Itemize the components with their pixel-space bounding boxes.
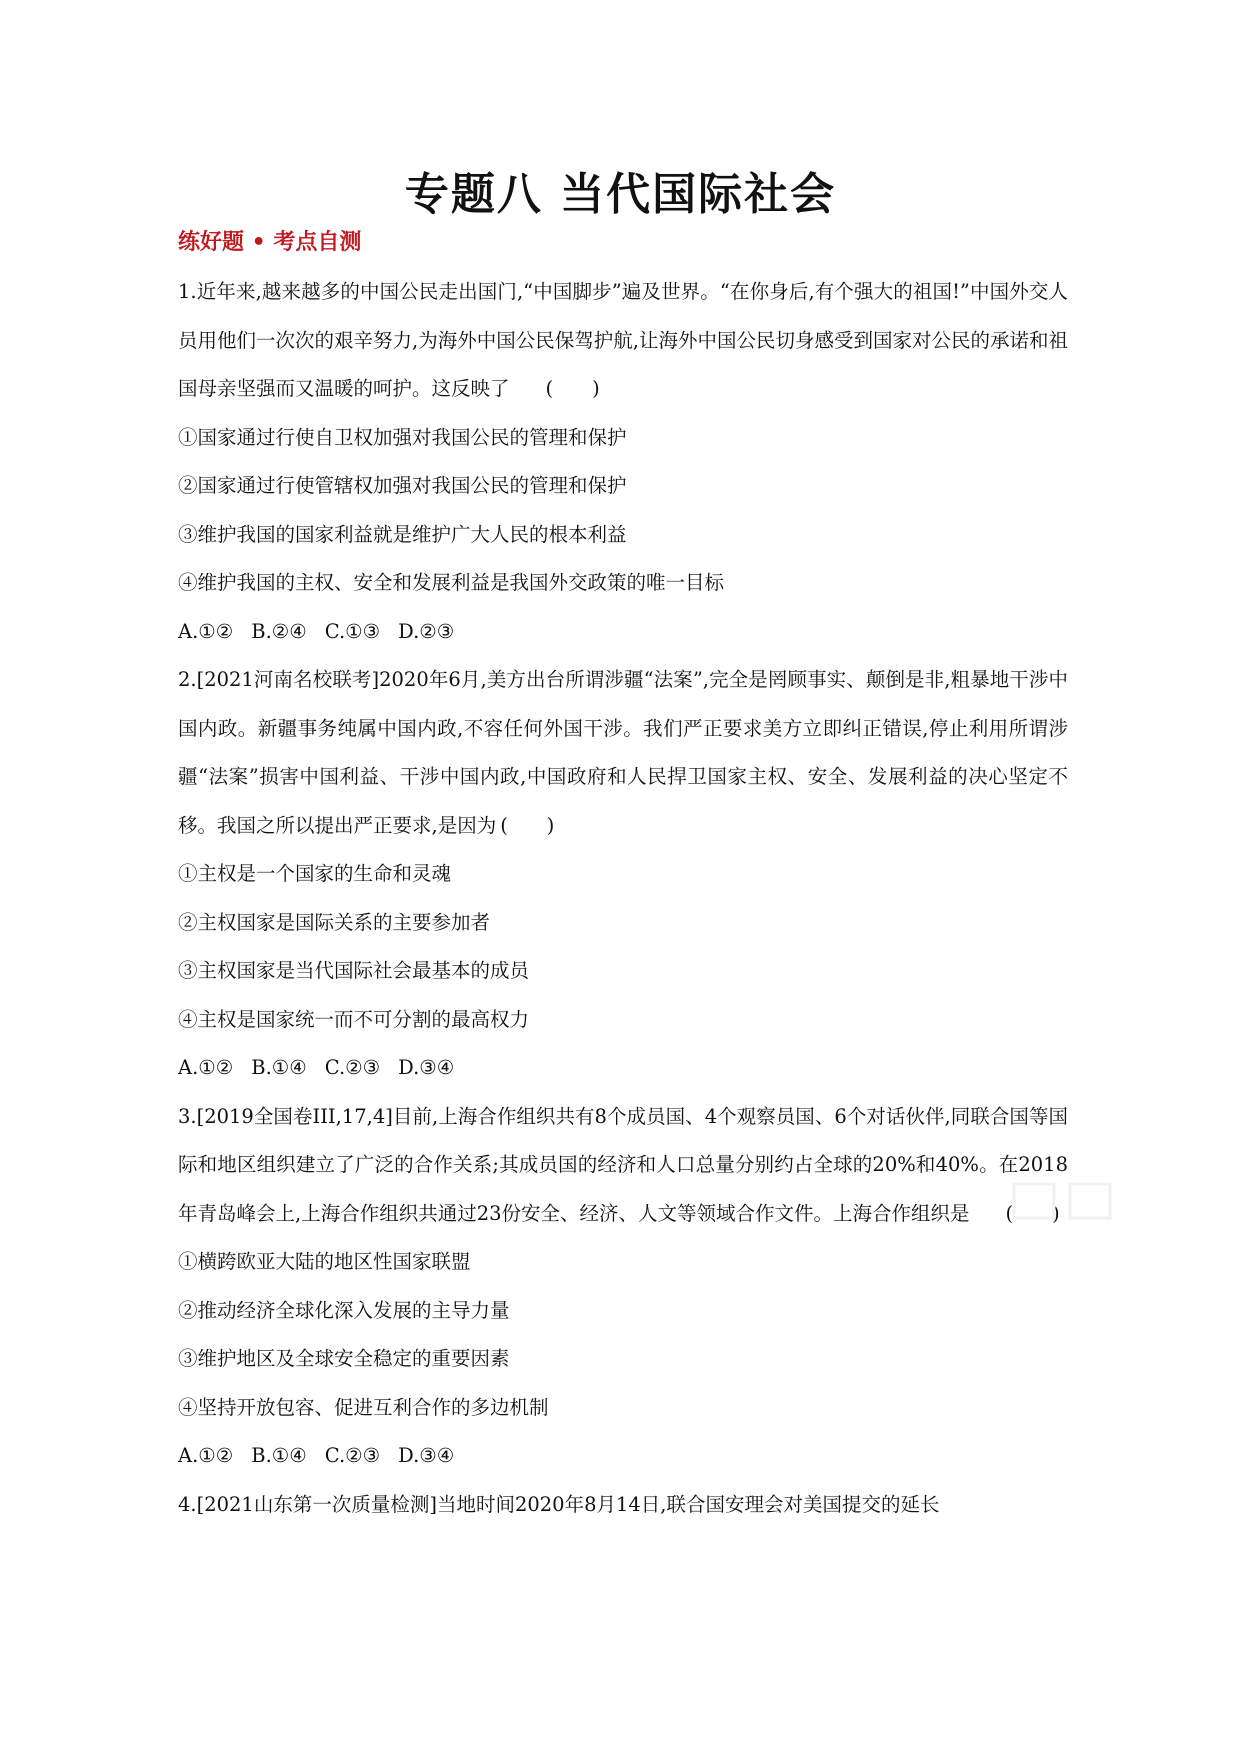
question-stem: 1.近年来,越来越多的中国公民走出国门,“中国脚步”遍及世界。“在你身后,有个强大的祖国!”中国外交人员用他们一次次的艰辛努力,为海外中国公民保驾护航,让海外中国公民切身感受到国家对公民的承诺和祖国母亲坚强而又温暖的呵护。这反映了 ( )	[178, 280, 1068, 400]
choice-c: C.②③	[324, 1056, 381, 1079]
question-4	[178, 1481, 1068, 1530]
option-1: ①横跨欧亚大陆的地区性国家联盟	[178, 1250, 471, 1273]
choice-a: A.①②	[178, 1056, 234, 1079]
choice-c: C.①③	[324, 619, 381, 643]
choice-b: B.①④	[251, 1056, 307, 1079]
option-1: ①国家通过行使自卫权加强对我国公民的管理和保护	[178, 425, 627, 449]
option-3: ③维护地区及全球安全稳定的重要因素	[178, 1347, 510, 1370]
answer-choices	[178, 1432, 1068, 1481]
question-stem: 3.[2019全国卷III,17,4]目前,上海合作组织共有8个成员国、4个观察员国、6个对话伙伴,同联合国等国际和地区组织建立了广泛的合作关系;其成员国的经济和人口总量分别约占全球的20%和40%。在2018年青岛峰会上,上海合作组织共通过23份安全、经济、人文等领域合作文件。上海合作组织是 ( )	[178, 1104, 1068, 1225]
question-2	[178, 656, 1068, 1093]
option-4: ④主权是国家统一而不可分割的最高权力	[178, 1007, 530, 1031]
option-2: ②推动经济全球化深入发展的主导力量	[178, 1298, 510, 1322]
answer-choices	[178, 1044, 1068, 1093]
choice-b: B.①④	[251, 1444, 307, 1467]
choice-d: D.③④	[398, 1056, 455, 1079]
page-title: 专题八 当代国际社会	[404, 169, 837, 220]
watermark-mark	[1010, 1176, 1120, 1226]
answer-choices	[178, 608, 1068, 657]
answer-bracket: ( )	[500, 813, 555, 837]
option-4: ④坚持开放包容、促进互利合作的多边机制	[178, 1395, 549, 1419]
question-list	[178, 268, 1068, 1529]
answer-bracket: ( )	[545, 377, 600, 400]
watermark	[1010, 1176, 1120, 1237]
option-4: ④维护我国的主权、安全和发展利益是我国外交政策的唯一目标	[178, 571, 725, 594]
option-1: ①主权是一个国家的生命和灵魂	[178, 862, 452, 885]
option-2: ②主权国家是国际关系的主要参加者	[178, 910, 491, 934]
section-heading: 练好题 • 考点自测	[178, 230, 362, 255]
question-3	[178, 1093, 1068, 1481]
option-3: ③维护我国的国家利益就是维护广大人民的根本利益	[178, 522, 627, 546]
choice-d: D.③④	[398, 1444, 455, 1467]
answer-bracket: ( )	[1005, 1201, 1060, 1225]
option-3: ③主权国家是当代国际社会最基本的成员	[178, 959, 530, 982]
choice-a: A.①②	[178, 1444, 234, 1467]
question-1	[178, 268, 1068, 656]
choice-b: B.②④	[251, 619, 307, 643]
option-2: ②国家通过行使管辖权加强对我国公民的管理和保护	[178, 474, 627, 497]
question-stem: 2.[2021河南名校联考]2020年6月,美方出台所谓涉疆“法案”,完全是罔顾事实、颠倒是非,粗暴地干涉中国内政。新疆事务纯属中国内政,不容任何外国干涉。我们严正要求美方立即纠正错误,停止利用所谓涉疆“法案”损害中国利益、干涉中国内政,中国政府和人民捍卫国家主权、安全、发展利益的决心坚定不移。我国之所以提出严正要求,是因为 ( )	[178, 668, 1068, 837]
question-stem: 4.[2021山东第一次质量检测]当地时间2020年8月14日,联合国安理会对美国提交的延长	[178, 1492, 940, 1516]
choice-a: A.①②	[178, 619, 234, 643]
choice-d: D.②③	[398, 619, 455, 643]
choice-c: C.②③	[324, 1444, 381, 1467]
